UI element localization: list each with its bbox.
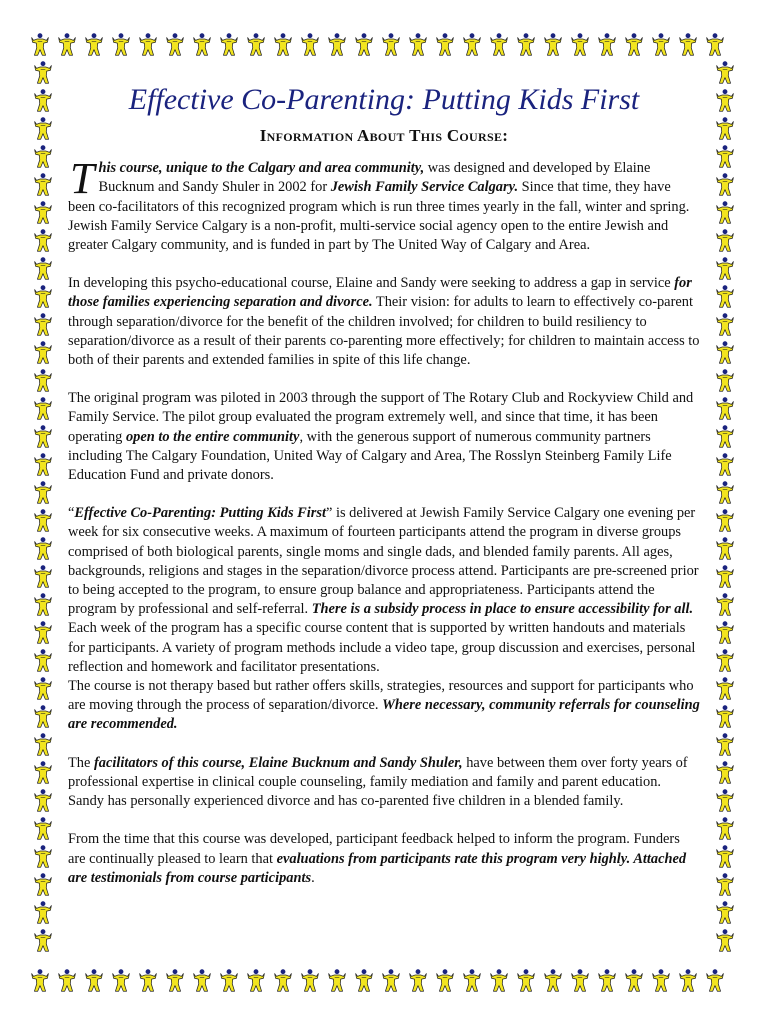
paragraph-not-therapy: The course is not therapy based but rather offers skills, strategies, resources and support for participants who are moving through the process of separation/divorce. Where necessary, community referrals for counseling are recommended. (68, 678, 700, 733)
paragraph-intro: This course, unique to the Calgary and area community, was designed and developed by Elaine Bucknum and Sandy Shuler in 2002 for Jewish Family Service Calgary. Since that time, they have been co-facilitators of this recognized program which is run three times yearly in the fall, winter and spring. Jewish Family Service Calgary is a non-profit, multi-service social agency open to the entire Jewish and greater Calgary community, and is funded in part by The United Way of Calgary and Area. (68, 154, 690, 254)
right-border (710, 30, 740, 980)
drop-cap: T (70, 154, 95, 204)
stick-figure-child-icon (717, 61, 734, 951)
paragraph-history: The original program was piloted in 2003 through the support of The Rotary Club and Rockyview Child and Family Service. The pilot group evaluated the program extremely well, and since that time, it has been operating open to the entire community, with the generous support of numerous community partners including The Calgary Foundation, United Way of Calgary and Area, The Rosslyn Steinberg Family Life Education Fund and private donors. (68, 390, 694, 484)
paragraph-delivery: “Effective Co-Parenting: Putting Kids First” is delivered at Jewish Family Service Calgary one evening per week for six consecutive weeks. A maximum of fourteen participants attend the program in diverse groups comprised of both biological parents, single moms and single dads, and blended family parents. All ages, backgrounds, religions and stages in the separation/divorce process attend. Participants are pre-screened prior to being accepted to the program, to ensure group balance and appropriateness. Participants attend the program by professional and self-referral. There is a subsidy process in place to ensure accessibility for all. Each week of the program has a specific course content that is supported by written handouts and materials for participants. A variety of program methods include a video tape, group discussion and exercises, personal reflection and homework and facilitator presentations. (68, 505, 699, 675)
paragraph-facilitators: The facilitators of this course, Elaine Bucknum and Sandy Shuler, have between them over forty years of professional expertise in clinical couple counseling, family mediation and family and parent education. Sandy has personally experienced divorce and has co-parented five children in a blended family. (68, 754, 688, 810)
stick-figure-child-icon (35, 61, 52, 951)
bottom-border (28, 966, 740, 996)
document-body (68, 80, 700, 907)
page-title: Effective Co-Parenting: Putting Kids First (128, 83, 640, 116)
section-heading: Information About This Course: (259, 126, 509, 145)
stick-figure-child-icon (32, 33, 724, 55)
stick-figure-child-icon (32, 969, 724, 991)
left-border (28, 30, 58, 980)
paragraph-feedback: From the time that this course was developed, participant feedback helped to inform the program. Funders are continually pleased to learn that evaluations from participants rate this program very highly. Attached are testimonials from course participants. (68, 831, 687, 886)
top-border (28, 30, 740, 60)
paragraph-vision: In developing this psycho-educational course, Elaine and Sandy were seeking to address a gap in service for those families experiencing separation and divorce. Their vision: for adults to learn to effectively co-parent through separation/divorce for the benefit of the children involved; for children to build resiliency to separation/divorce as a result of their parents co-parenting more effectively; for children to maintain access to both of their parents and extended families in spite of this life change. (68, 275, 700, 369)
